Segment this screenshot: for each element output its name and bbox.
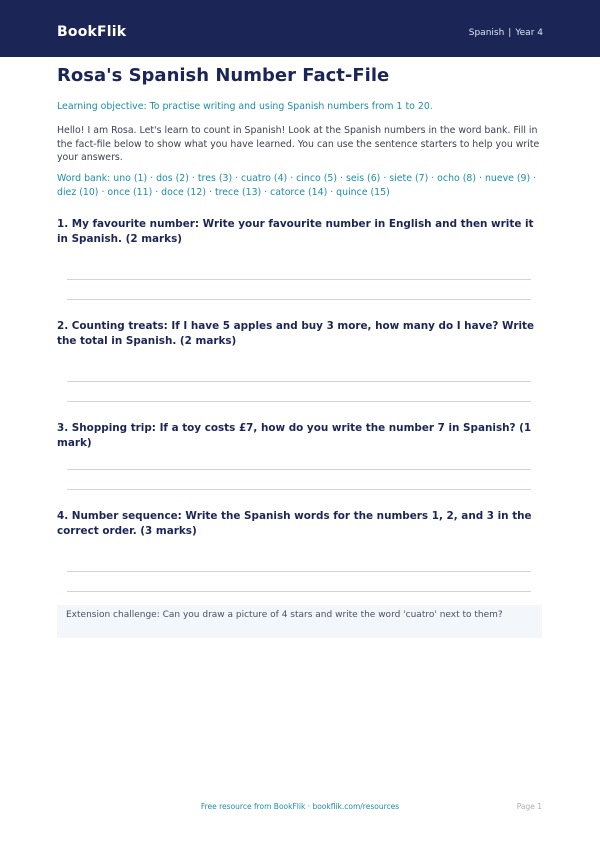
year-label: Year 4 (515, 28, 543, 38)
answer-line[interactable] (67, 401, 531, 402)
word-bank: Word bank: uno (1) · dos (2) · tres (3) · cuatro (4) · cinco (5) · seis (6) · siete (7) · ocho (8) · nueve (9) · diez (10) · once (11) · doce (12) · trece (13) · catorce (14) · quince (15) (57, 173, 537, 198)
question-2: 2. Counting treats: If I have 5 apples and buy 3 more, how many do I have? Write the total in Spanish. (2 marks) (57, 320, 535, 347)
subject-label: Spanish (468, 28, 505, 38)
page-title: Rosa's Spanish Number Fact-File (57, 65, 390, 86)
answer-line[interactable] (67, 279, 531, 280)
learning-objective: Learning objective: To practise writing and using Spanish numbers from 1 to 20. (57, 101, 433, 112)
brand-logo: BookFlik (57, 24, 127, 40)
header-meta (469, 28, 543, 38)
page-header (0, 0, 600, 57)
header-separator: | (508, 28, 512, 38)
answer-line[interactable] (67, 469, 531, 470)
answer-line[interactable] (67, 299, 531, 300)
answer-line[interactable] (67, 571, 531, 572)
extension-box (57, 605, 542, 638)
question-4: 4. Number sequence: Write the Spanish words for the numbers 1, 2, and 3 in the correct order. (3 marks) (57, 510, 532, 537)
answer-line[interactable] (67, 381, 531, 382)
extension-challenge: Extension challenge: Can you draw a picture of 4 stars and write the word 'cuatro' next to them? (66, 610, 503, 620)
page-number: Page 1 (516, 802, 542, 811)
answer-line[interactable] (67, 591, 531, 592)
footer-text: Free resource from BookFlik · bookflik.com/resources (200, 802, 400, 811)
answer-line[interactable] (67, 489, 531, 490)
question-1: 1. My favourite number: Write your favourite number in English and then write it in Spanish. (2 marks) (57, 218, 534, 245)
intro-text: Hello! I am Rosa. Let's learn to count in Spanish! Look at the Spanish numbers in the word bank. Fill in the fact-file below to show what you have learned. You can use the sentence starters to help you write your answers. (57, 125, 540, 163)
question-3: 3. Shopping trip: If a toy costs £7, how do you write the number 7 in Spanish? (1 mark) (57, 422, 532, 449)
